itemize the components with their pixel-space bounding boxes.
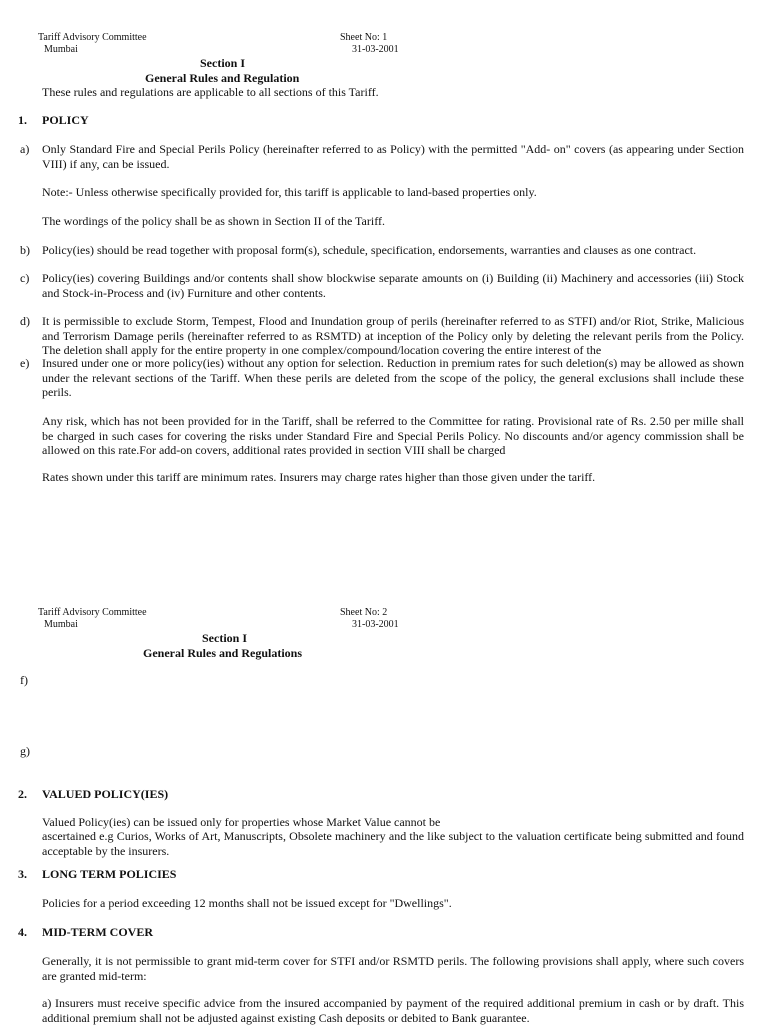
item-a-marker: a) bbox=[20, 142, 30, 156]
item-g-marker: g) bbox=[20, 744, 30, 758]
section-subtitle: General Rules and Regulations bbox=[143, 646, 303, 660]
header-committee: Tariff Advisory Committee bbox=[38, 32, 147, 43]
rates-text: Rates shown under this tariff are minimum rates. Insurers may charge rates higher than those given under the tariff. bbox=[42, 470, 596, 484]
item-3-number: 3. bbox=[18, 867, 27, 881]
item-2-line1: Valued Policy(ies) can be issued only for properties whose Market Value cannot be bbox=[42, 815, 441, 829]
item-a-note: Note:- Unless otherwise specifically provided for, this tariff is applicable to land-based properties only. bbox=[42, 185, 537, 199]
item-2-title: VALUED POLICY(IES) bbox=[42, 787, 169, 801]
section-subtitle: General Rules and Regulation bbox=[145, 71, 300, 85]
item-d-text: It is permissible to exclude Storm, Tempest, Flood and Inundation group of perils (hereinafter referred to as STFI) and/or Riot, Strike, Malicious and Terrorism Damage perils (hereinafter referred to as RSMTD) at inception of the Policy only by deleting the relevant perils from the Policy. The deletion shall apply for the entire property in one complex/compound/location covering the entire interest of the bbox=[42, 314, 744, 357]
item-2-line2: ascertained e.g Curios, Works of Art, Manuscripts, Obsolete machinery and the like subject to the valuation certificate being submitted and found acceptable by the insurers. bbox=[42, 829, 744, 858]
item-3-title: LONG TERM POLICIES bbox=[42, 867, 177, 881]
section-title: Section I bbox=[200, 56, 245, 70]
item-c-text: Policy(ies) covering Buildings and/or contents shall show blockwise separate amounts on (i) Building (ii) Machinery and accessories (iii) Stock and Stock-in-Process and (iv) Furniture and other contents. bbox=[42, 271, 744, 300]
section-title: Section I bbox=[202, 631, 247, 645]
item-4-text: Generally, it is not permissible to grant mid-term cover for STFI and/or RSMTD perils. The following provisions shall apply, where such covers are granted mid-term: bbox=[42, 954, 744, 983]
item-a-text: Only Standard Fire and Special Perils Policy (hereinafter referred to as Policy) with the permitted "Add- on" covers (as appearing under Section VIII) if any, can be issued. bbox=[42, 142, 744, 171]
item-3-text: Policies for a period exceeding 12 months shall not be issued except for "Dwellings". bbox=[42, 896, 452, 910]
item-c-marker: c) bbox=[20, 271, 30, 285]
item-2-number: 2. bbox=[18, 787, 27, 801]
header-committee: Tariff Advisory Committee bbox=[38, 607, 147, 618]
header-sheet-no: Sheet No: 2 bbox=[340, 607, 388, 618]
item-e-marker: e) bbox=[20, 356, 30, 370]
item-4-sub-a: a) Insurers must receive specific advice from the insured accompanied by payment of the required additional premium in cash or by draft. This additional premium shall not be adjusted against existing Cash deposits or debited to Bank guarantee. bbox=[42, 996, 744, 1025]
header-sheet-no: Sheet No: 1 bbox=[340, 32, 388, 43]
item-b-marker: b) bbox=[20, 243, 30, 257]
header-city: Mumbai bbox=[44, 44, 78, 55]
item-b-text: Policy(ies) should be read together with proposal form(s), schedule, specification, endorsements, warranties and clauses as one contract. bbox=[42, 243, 697, 257]
header-date: 31-03-2001 bbox=[352, 44, 399, 55]
header-date: 31-03-2001 bbox=[352, 619, 399, 630]
item-1-title: POLICY bbox=[42, 113, 89, 127]
any-risk-text: Any risk, which has not been provided for in the Tariff, shall be referred to the Committee for rating. Provisional rate of Rs. 2.50 per mille shall be charged in such cases for covering the risks under Standard Fire and Special Perils Policy. No discounts and/or agency commission shall be allowed on this rate.For add-on covers, additional rates provided in section VIII shall be charged bbox=[42, 414, 744, 457]
item-d-marker: d) bbox=[20, 314, 30, 328]
item-4-number: 4. bbox=[18, 925, 27, 939]
intro-text: These rules and regulations are applicable to all sections of this Tariff. bbox=[42, 85, 379, 99]
item-f-marker: f) bbox=[20, 673, 28, 687]
item-e-text: Insured under one or more policy(ies) without any option for selection. Reduction in premium rates for such deletion(s) may be allowed as shown under the relevant sections of the Tariff. When these perils are deleted from the scope of the policy, the general exclusions shall include these perils. bbox=[42, 356, 744, 399]
item-1-number: 1. bbox=[18, 113, 27, 127]
header-city: Mumbai bbox=[44, 619, 78, 630]
item-a-wordings: The wordings of the policy shall be as shown in Section II of the Tariff. bbox=[42, 214, 385, 228]
item-4-title: MID-TERM COVER bbox=[42, 925, 153, 939]
